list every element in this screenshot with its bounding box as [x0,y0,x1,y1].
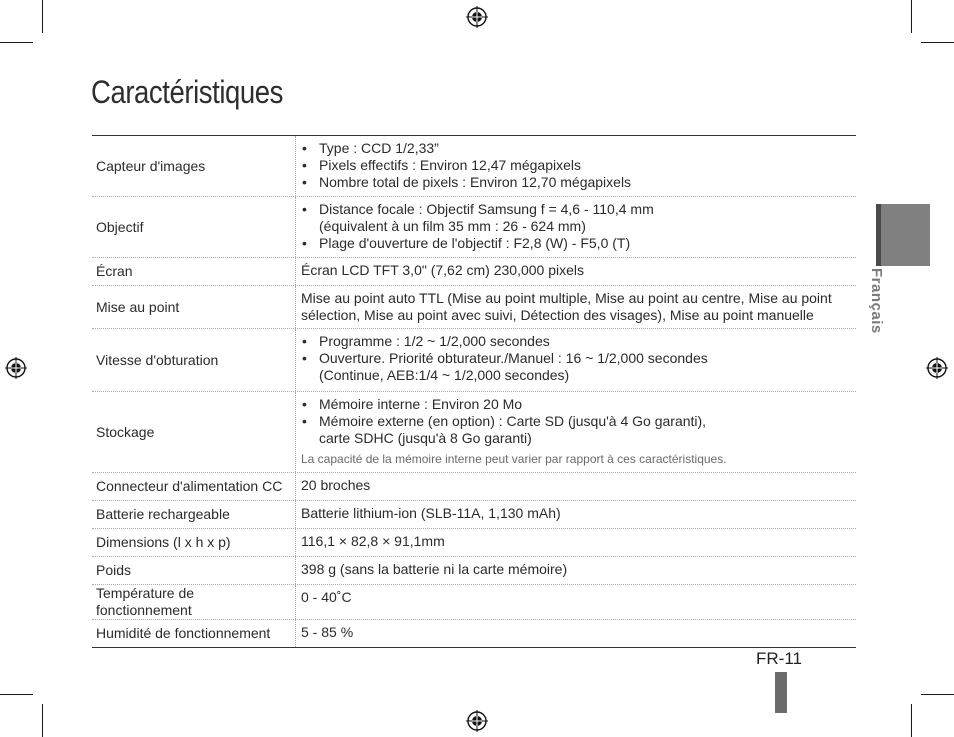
crop-mark [42,0,43,33]
spec-bullet-item: • Type : CCD 1/2,33” [301,140,851,157]
spec-label: Objectif [92,197,296,257]
spec-text: Batterie lithium-ion (SLB-11A, 1,130 mAh) [301,505,561,521]
spec-bullet-item: • Programme : 1/2 ~ 1/2,000 secondes [301,333,851,350]
spec-value [296,473,856,500]
spec-value [296,585,856,619]
spec-value [296,136,856,196]
spec-row [92,329,856,392]
crop-mark [0,42,33,43]
spec-label: Température de fonctionnement [92,585,296,619]
spec-value [296,258,856,285]
crop-mark [42,704,43,737]
spec-row [92,136,856,197]
spec-value [296,197,856,257]
spec-bullet-list [301,201,851,252]
registration-mark-icon [466,710,488,732]
spec-row [92,501,856,529]
spec-row [92,557,856,585]
spec-label: Humidité de fonctionnement [92,620,296,647]
language-tab-accent [876,204,881,266]
registration-mark-icon [5,357,27,379]
spec-text: 116,1 × 82,8 × 91,1mm [301,533,445,549]
spec-label: Stockage [92,392,296,472]
spec-text: Mise au point auto TTL (Mise au point multiple, Mise au point au centre, Mise au point sélection, Mise au point avec suivi, Détection des visages), Mise au point manuelle [301,290,832,323]
spec-text: 20 broches [301,477,371,493]
spec-row [92,585,856,620]
spec-note: La capacité de la mémoire interne peut varier par rapport à ces caractéristiques. [301,452,727,466]
spec-value [296,286,856,328]
spec-label: Écran [92,258,296,285]
spec-value [296,557,856,584]
spec-row [92,286,856,329]
spec-row [92,620,856,647]
spec-value [296,392,856,472]
spec-label: Mise au point [92,286,296,328]
spec-text: Écran LCD TFT 3,0" (7,62 cm) 230,000 pixels [301,262,585,278]
spec-text: 398 g (sans la batterie ni la carte mémoire) [301,561,568,577]
spec-row [92,258,856,286]
spec-bullet-list [301,396,851,447]
page-number-bar [775,672,787,713]
spec-row [92,197,856,258]
spec-label: Batterie rechargeable [92,501,296,528]
spec-table [92,135,856,648]
crop-mark [921,694,954,695]
page-number: FR-11 [756,649,802,668]
spec-row [92,529,856,557]
registration-mark-icon [926,357,948,379]
page-title: Caractéristiques [91,74,283,110]
spec-row [92,392,856,473]
spec-bullet-list [301,140,851,191]
crop-mark [911,704,912,737]
spec-value [296,501,856,528]
crop-mark [911,0,912,33]
spec-value [296,529,856,556]
spec-label: Vitesse d'obturation [92,329,296,391]
spec-label: Poids [92,557,296,584]
spec-bullet-item: • Plage d'ouverture de l'objectif : F2,8 (W) - F5,0 (T) [301,235,851,252]
crop-mark [0,694,33,695]
crop-mark [921,42,954,43]
spec-bullet-item: • Mémoire externe (en option) : Carte SD (jusqu'à 4 Go garanti), carte SDHC (jusqu'à 8 Go garanti) [301,413,851,447]
spec-text: 5 - 85 % [301,624,354,640]
spec-text: 0 - 40˚C [301,589,352,605]
language-tab-block [876,204,930,266]
language-tab-label: Français [868,268,885,334]
registration-mark-icon [466,6,488,28]
spec-value [296,620,856,647]
spec-bullet-item: • Mémoire interne : Environ 20 Mo [301,396,851,413]
spec-label: Dimensions (l x h x p) [92,529,296,556]
spec-bullet-item: • Pixels effectifs : Environ 12,47 mégapixels [301,157,851,174]
spec-bullet-item: • Distance focale : Objectif Samsung f = 4,6 - 110,4 mm (équivalent à un film 35 mm : 26 - 624 mm) [301,201,851,235]
spec-bullet-list [301,333,851,384]
spec-value [296,329,856,391]
spec-label: Capteur d'images [92,136,296,196]
spec-label: Connecteur d'alimentation CC [92,473,296,500]
spec-row [92,473,856,501]
spec-bullet-item: • Nombre total de pixels : Environ 12,70 mégapixels [301,174,851,191]
spec-bullet-item: • Ouverture. Priorité obturateur./Manuel : 16 ~ 1/2,000 secondes (Continue, AEB:1/4 ~ 1/2,000 secondes) [301,350,851,384]
